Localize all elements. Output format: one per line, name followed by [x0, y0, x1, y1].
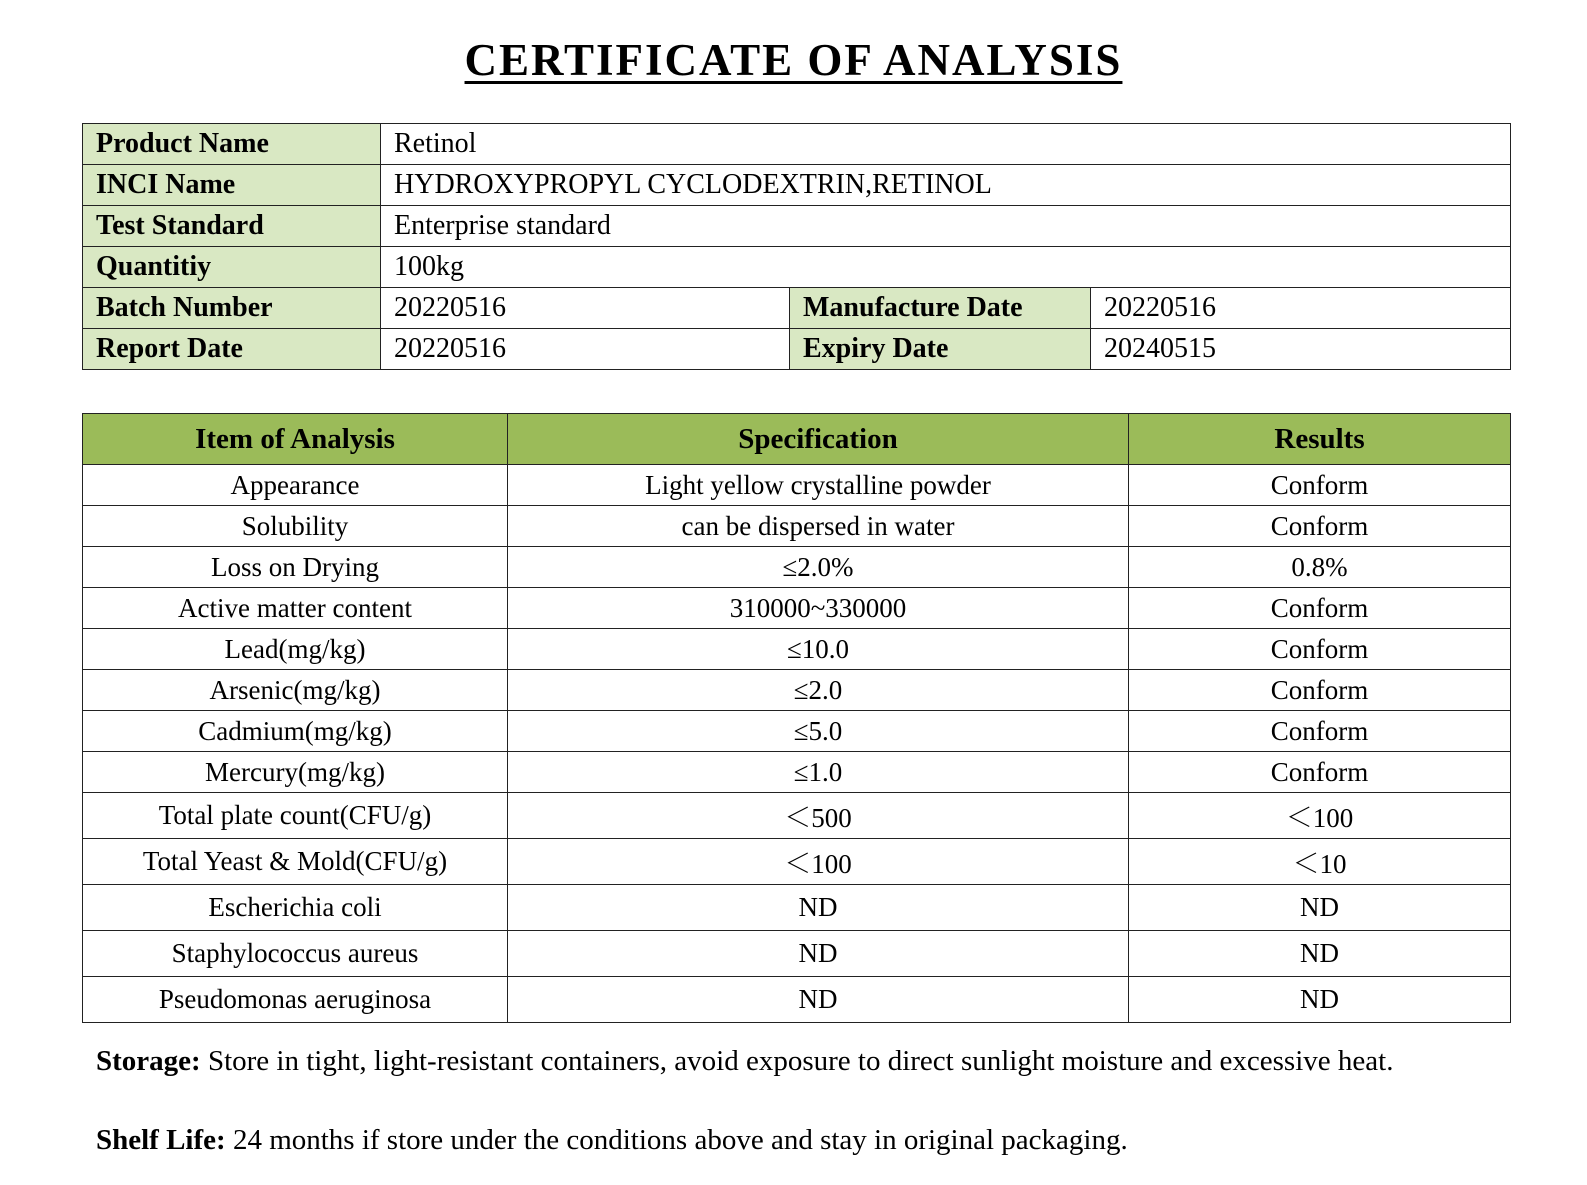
result-cell: Conform — [1129, 711, 1511, 752]
quantity-label: Quantitiy — [83, 247, 381, 288]
spec-cell: ND — [508, 977, 1129, 1023]
spec-cell: ＜500 — [508, 793, 1129, 839]
spec-cell: ≤2.0 — [508, 670, 1129, 711]
inci-name-label: INCI Name — [83, 165, 381, 206]
product-name-label: Product Name — [83, 124, 381, 165]
result-cell: ＜100 — [1129, 793, 1511, 839]
document-title — [0, 34, 1587, 86]
item-cell: Escherichia coli — [83, 885, 508, 931]
expiry-date-value: 20240515 — [1091, 329, 1511, 370]
spec-cell: ND — [508, 885, 1129, 931]
spec-cell: ＜100 — [508, 839, 1129, 885]
item-cell: Staphylococcus aureus — [83, 931, 508, 977]
result-cell: ND — [1129, 885, 1511, 931]
table-row — [83, 506, 1511, 547]
storage-note — [96, 1041, 1496, 1081]
manufacture-date-value: 20220516 — [1091, 288, 1511, 329]
result-cell: ND — [1129, 931, 1511, 977]
table-row — [83, 931, 1511, 977]
table-row — [83, 752, 1511, 793]
title-text: CERTIFICATE OF ANALYSIS — [464, 35, 1123, 85]
info-row-report — [83, 329, 1511, 370]
inci-name-value: HYDROXYPROPYL CYCLODEXTRIN,RETINOL — [381, 165, 1511, 206]
report-date-label: Report Date — [83, 329, 381, 370]
item-cell: Arsenic(mg/kg) — [83, 670, 508, 711]
result-cell: Conform — [1129, 752, 1511, 793]
item-cell: Total plate count(CFU/g) — [83, 793, 508, 839]
info-row-quantity — [83, 247, 1511, 288]
item-cell: Appearance — [83, 465, 508, 506]
table-row — [83, 547, 1511, 588]
item-cell: Lead(mg/kg) — [83, 629, 508, 670]
test-standard-value: Enterprise standard — [381, 206, 1511, 247]
table-row — [83, 885, 1511, 931]
table-row — [83, 629, 1511, 670]
info-row-test-standard — [83, 206, 1511, 247]
result-cell: Conform — [1129, 670, 1511, 711]
result-cell: Conform — [1129, 465, 1511, 506]
header-item: Item of Analysis — [83, 414, 508, 465]
result-cell: Conform — [1129, 629, 1511, 670]
quantity-value: 100kg — [381, 247, 1511, 288]
result-cell: ＜10 — [1129, 839, 1511, 885]
spec-cell: ≤5.0 — [508, 711, 1129, 752]
shelf-life-text: 24 months if store under the conditions above and stay in original packaging. — [225, 1124, 1128, 1156]
item-cell: Active matter content — [83, 588, 508, 629]
table-row — [83, 711, 1511, 752]
item-cell: Total Yeast & Mold(CFU/g) — [83, 839, 508, 885]
analysis-header-row — [83, 414, 1511, 465]
product-info-table — [82, 123, 1511, 370]
result-cell: 0.8% — [1129, 547, 1511, 588]
header-results: Results — [1129, 414, 1511, 465]
report-date-value: 20220516 — [381, 329, 790, 370]
shelf-life-note — [96, 1120, 1496, 1160]
item-cell: Solubility — [83, 506, 508, 547]
item-cell: Mercury(mg/kg) — [83, 752, 508, 793]
result-cell: Conform — [1129, 588, 1511, 629]
item-cell: Pseudomonas aeruginosa — [83, 977, 508, 1023]
item-cell: Loss on Drying — [83, 547, 508, 588]
table-row — [83, 465, 1511, 506]
table-row — [83, 839, 1511, 885]
batch-number-value: 20220516 — [381, 288, 790, 329]
item-cell: Cadmium(mg/kg) — [83, 711, 508, 752]
info-row-batch — [83, 288, 1511, 329]
spec-cell: ≤10.0 — [508, 629, 1129, 670]
manufacture-date-label: Manufacture Date — [790, 288, 1091, 329]
spec-cell: 310000~330000 — [508, 588, 1129, 629]
expiry-date-label: Expiry Date — [790, 329, 1091, 370]
result-cell: Conform — [1129, 506, 1511, 547]
table-row — [83, 588, 1511, 629]
spec-cell: Light yellow crystalline powder — [508, 465, 1129, 506]
storage-text: Store in tight, light-resistant containers, avoid exposure to direct sunlight moisture and excessive heat. — [200, 1045, 1394, 1077]
header-specification: Specification — [508, 414, 1129, 465]
table-row — [83, 670, 1511, 711]
storage-label: Storage: — [96, 1045, 201, 1077]
info-row-product-name — [83, 124, 1511, 165]
table-row — [83, 977, 1511, 1023]
spec-cell: ≤2.0% — [508, 547, 1129, 588]
batch-number-label: Batch Number — [83, 288, 381, 329]
result-cell: ND — [1129, 977, 1511, 1023]
spec-cell: ND — [508, 931, 1129, 977]
spec-cell: ≤1.0 — [508, 752, 1129, 793]
table-row — [83, 793, 1511, 839]
spec-cell: can be dispersed in water — [508, 506, 1129, 547]
info-row-inci-name — [83, 165, 1511, 206]
shelf-life-label: Shelf Life: — [96, 1124, 226, 1156]
test-standard-label: Test Standard — [83, 206, 381, 247]
analysis-table — [82, 413, 1511, 1023]
product-name-value: Retinol — [381, 124, 1511, 165]
